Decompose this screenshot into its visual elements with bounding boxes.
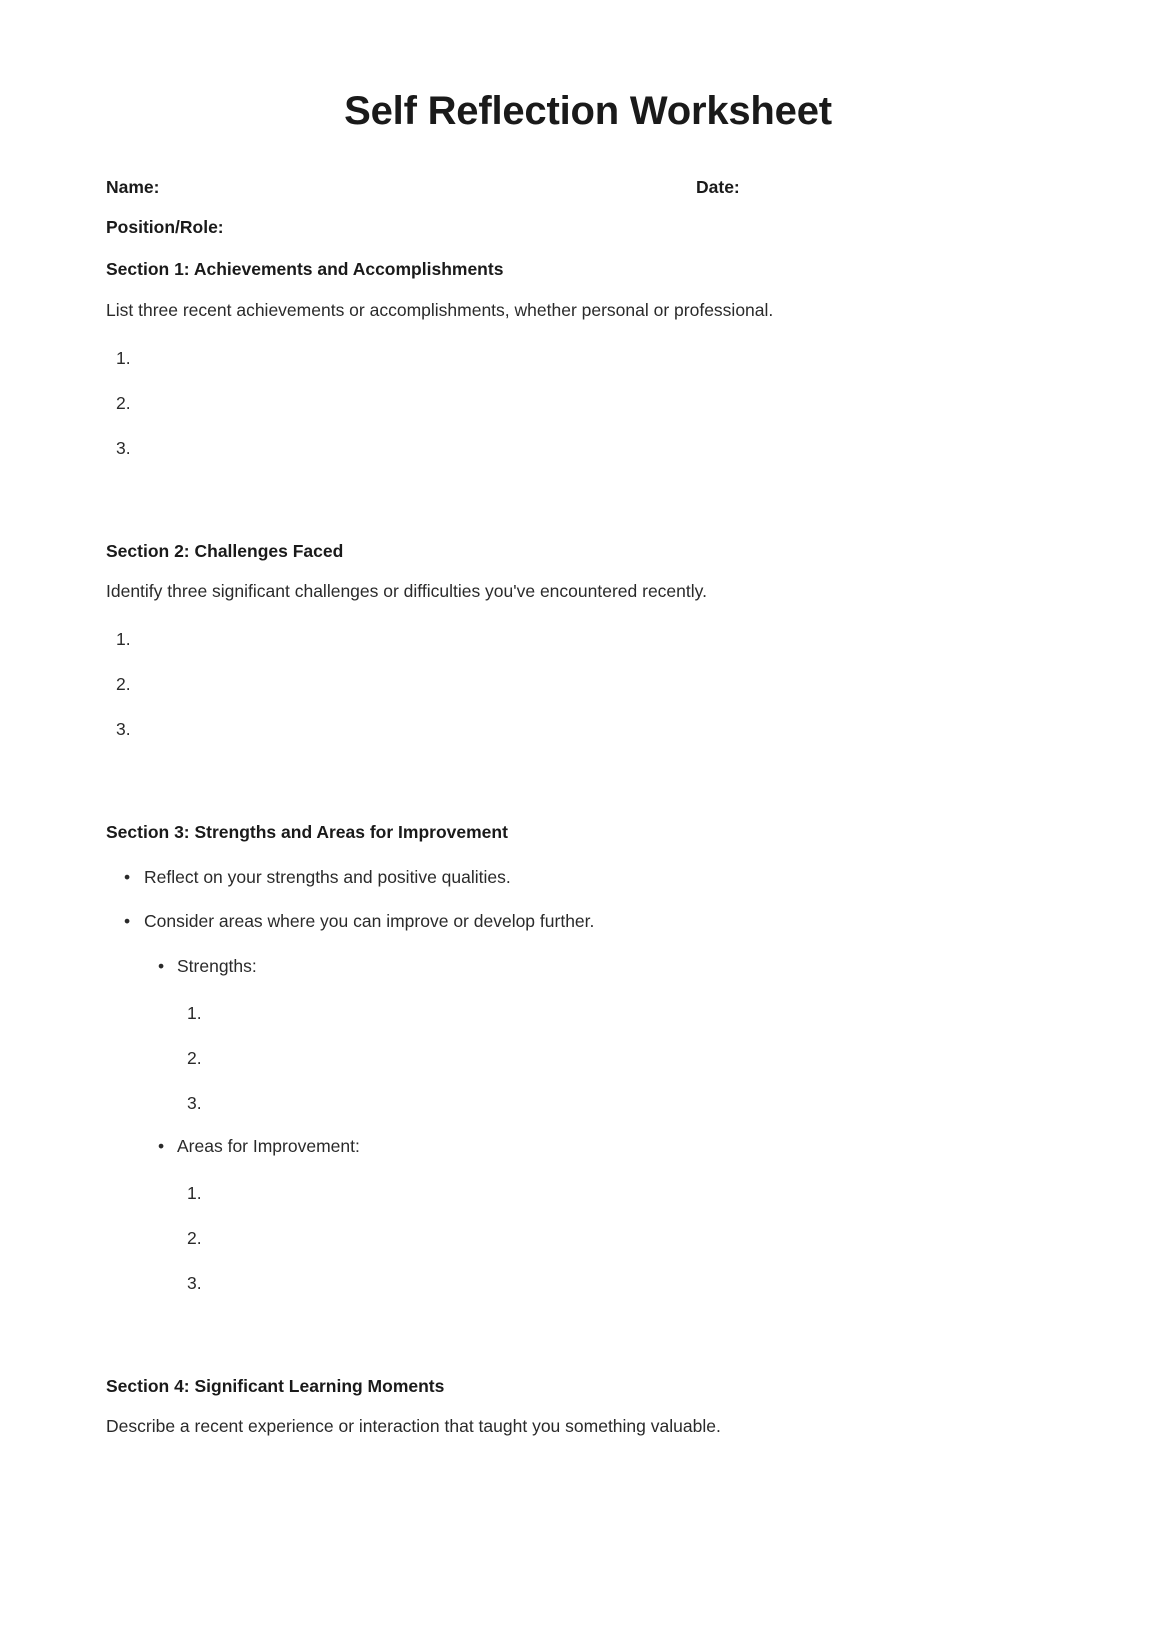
list-item[interactable] — [106, 628, 1070, 649]
list-item[interactable] — [177, 1092, 1070, 1113]
bullet-icon: • — [124, 911, 131, 932]
list-marker: 3. — [116, 437, 131, 458]
name-label: Name: — [106, 177, 160, 198]
list-marker: 3. — [187, 1272, 202, 1293]
list-marker: 3. — [116, 718, 131, 739]
section-1-heading: Section 1: Achievements and Accomplishments — [106, 259, 504, 280]
list-item[interactable] — [177, 1047, 1070, 1068]
list-marker: 2. — [116, 392, 131, 413]
section-2-list — [106, 628, 1070, 739]
list-item[interactable] — [106, 347, 1070, 368]
list-item[interactable] — [106, 437, 1070, 458]
section-4-intro: Describe a recent experience or interaction that taught you something valuable. — [106, 1416, 721, 1437]
bullet-icon: • — [124, 866, 131, 887]
list-item[interactable] — [106, 392, 1070, 413]
section-3-bullets — [106, 866, 1070, 934]
section-3-heading: Section 3: Strengths and Areas for Improvement — [106, 821, 508, 842]
section-1 — [106, 238, 1070, 457]
position-role-label: Position/Role: — [106, 217, 224, 238]
section-spacer — [106, 739, 1070, 801]
strengths-subgroup — [106, 955, 1070, 1113]
section-1-list — [106, 347, 1070, 458]
list-item[interactable] — [177, 1272, 1070, 1293]
bullet-text: Consider areas where you can improve or develop further. — [144, 911, 595, 932]
strengths-list — [177, 1002, 1070, 1113]
list-marker: 3. — [187, 1092, 202, 1113]
list-item — [106, 866, 1070, 889]
section-spacer — [106, 1293, 1070, 1355]
meta-name-date-row — [106, 177, 1070, 199]
list-item[interactable] — [177, 1182, 1070, 1203]
list-item — [142, 955, 1070, 978]
areas-for-improvement-list — [177, 1182, 1070, 1293]
list-marker: 1. — [187, 1002, 202, 1023]
bullet-icon: • — [158, 956, 165, 977]
list-marker: 2. — [116, 673, 131, 694]
list-marker: 1. — [187, 1182, 202, 1203]
strengths-label-list — [142, 955, 1070, 978]
list-marker: 1. — [116, 347, 131, 368]
section-2-intro: Identify three significant challenges or difficulties you've encountered recently. — [106, 581, 707, 602]
list-item — [142, 1135, 1070, 1158]
areas-label-list — [142, 1135, 1070, 1158]
section-3 — [106, 801, 1070, 1293]
list-marker: 2. — [187, 1227, 202, 1248]
section-spacer — [106, 458, 1070, 520]
list-item[interactable] — [177, 1002, 1070, 1023]
bullet-icon: • — [158, 1135, 165, 1156]
bullet-text: Reflect on your strengths and positive qualities. — [144, 866, 511, 887]
list-marker: 2. — [187, 1047, 202, 1068]
section-1-intro: List three recent achievements or accomplishments, whether personal or professional. — [106, 299, 774, 320]
page-title: Self Reflection Worksheet — [344, 89, 832, 133]
section-4 — [106, 1355, 1070, 1439]
list-item — [106, 910, 1070, 933]
list-item[interactable] — [106, 673, 1070, 694]
section-2-heading: Section 2: Challenges Faced — [106, 540, 344, 561]
date-label: Date: — [696, 177, 740, 198]
list-marker: 1. — [116, 628, 131, 649]
list-item[interactable] — [177, 1227, 1070, 1248]
areas-for-improvement-subgroup — [106, 1135, 1070, 1293]
strengths-label: Strengths: — [177, 956, 257, 977]
section-2 — [106, 520, 1070, 739]
areas-for-improvement-label: Areas for Improvement: — [177, 1135, 360, 1156]
section-4-heading: Section 4: Significant Learning Moments — [106, 1375, 445, 1396]
list-item[interactable] — [106, 718, 1070, 739]
